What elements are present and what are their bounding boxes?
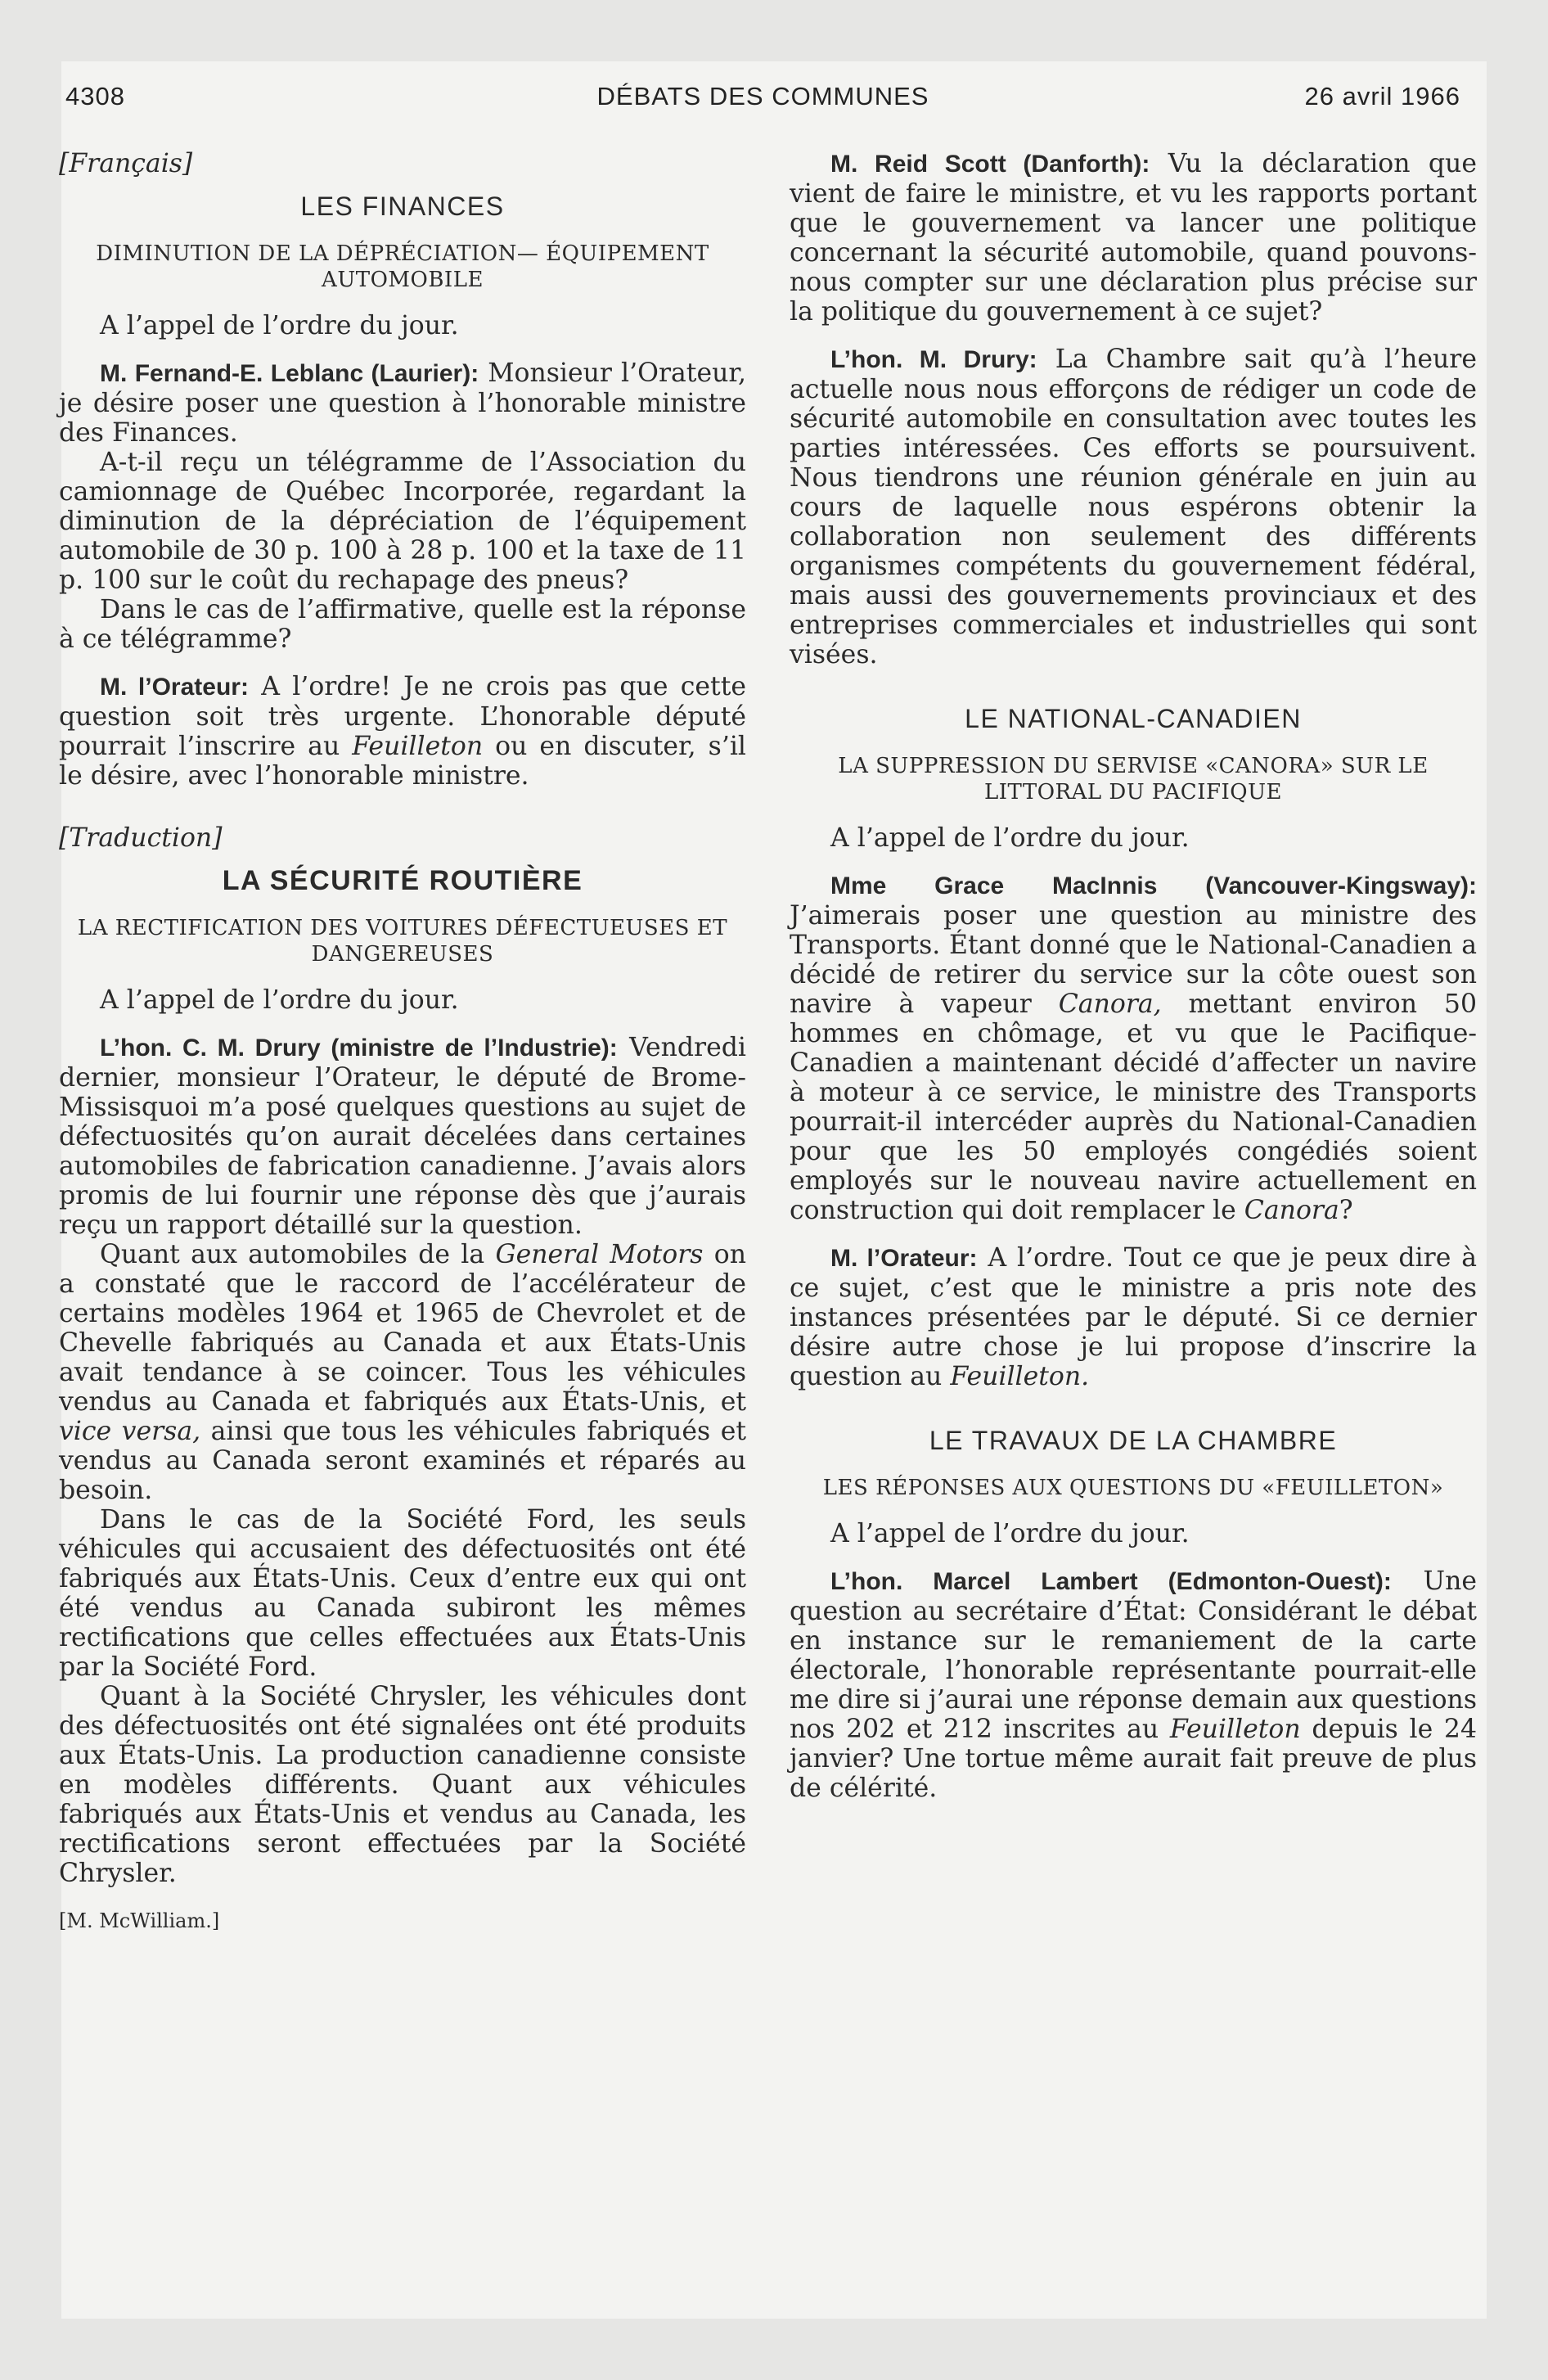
paragraph: A-t-il reçu un télégramme de l’Association du camionnage de Québec Incorporée, regardant la diminution de la dépréciation de l’équipement automobile de 30 p. 100 à 28 p. 100 et la taxe de 11 p. 100 sur le coût du rechapage des pneus? — [59, 448, 746, 595]
speaker-name: M. Reid Scott (Danforth): — [830, 151, 1150, 178]
speaker-name: M. l’Orateur: — [830, 1245, 978, 1272]
paragraph: L’hon. Marcel Lambert (Edmonton-Ouest): Une question au secrétaire d’État: Considérant le débat en instance sur le remaniement de la carte électorale, l’honorable représentante pourrait-elle me dire si j’aurai une réponse demain aux questions nos 202 et 212 inscrites au Feuilleton depuis le 24 janvier? Une tortue même aurait fait preuve de plus de célérité. — [790, 1566, 1478, 1803]
paragraph: Quant à la Société Chrysler, les véhicules dont des défectuosités ont été signalées ont été produits aux États-Unis. La production canadienne consiste en modèles différents. Quant aux véhicules fabriqués aux États-Unis et vendus au Canada, les rectifications seront effectuées par la Société Chrysler. — [59, 1682, 746, 1888]
subheading-feuilleton-answers: LES RÉPONSES AUX QUESTIONS DU «FEUILLETON» — [822, 1476, 1444, 1500]
section-heading-road-safety: LA SÉCURITÉ ROUTIÈRE — [222, 865, 583, 896]
language-marker: [Français] — [59, 149, 193, 178]
speaker-name: L’hon. Marcel Lambert (Edmonton-Ouest): — [830, 1568, 1392, 1595]
subheading-canora: LA SUPPRESSION DU SERVISE «CANORA» SUR LE LITTORAL DU PACIFIQUE — [838, 754, 1429, 805]
journal-title: DÉBATS DES COMMUNES — [596, 82, 929, 110]
right-column — [790, 149, 1477, 1803]
paragraph: M. l’Orateur: A l’ordre! Je ne crois pas que cette question soit très urgente. L’honorable député pourrait l’inscrire au Feuilleton ou en discuter, s’il le désire, avec l’honorable ministre. — [59, 672, 746, 791]
subheading-defective-vehicles: LA RECTIFICATION DES VOITURES DÉFECTUEUSES ET DANGEREUSES — [77, 916, 728, 967]
speaker-name: M. Fernand-E. Leblanc (Laurier): — [100, 360, 479, 387]
order-of-day-call: A l’appel de l’ordre du jour. — [100, 311, 459, 340]
paragraph: Dans le cas de l’affirmative, quelle est la réponse à ce télégramme? — [59, 595, 746, 654]
speaker-name: M. l’Orateur: — [100, 674, 249, 701]
running-head — [65, 82, 1460, 131]
paragraph: L’hon. M. Drury: La Chambre sait qu’à l’heure actuelle nous nous efforçons de rédiger un code de sécurité automobile en consultation avec toutes les parties intéressées. Ces efforts se poursuivent. Nous tiendrons une réunion générale en juin au cours de laquelle nous espérons obtenir la collaboration non seulement des différents organismes compétents du gouvernement fédéral, mais aussi des gouvernements provinciaux et des entreprises commerciales et industrielles qui sont visées. — [790, 345, 1478, 669]
speaker-name: L’hon. M. Drury: — [830, 346, 1037, 373]
sitting-date: 26 avril 1966 — [1304, 82, 1460, 110]
language-marker: [Traduction] — [59, 823, 223, 853]
paragraph: Mme Grace MacInnis (Vancouver-Kingsway): J’aimerais poser une question au ministre des Transports. Étant donné que le National-Canadien a décidé de retirer du service sur la côte ouest son navire à vapeur Canora, mettant environ 50 hommes en chômage, et vu que le Pacifique-Canadien a maintenant décidé d’affecter un navire à moteur à ce service, le ministre des Transports pourrait-il intercéder auprès du National-Canadien pour que les 50 employés congédiés soient employés sur le nouveau navire actuellement en construction qui doit remplacer le Canora? — [790, 872, 1477, 1225]
speaker-name: Mme Grace MacInnis (Vancouver-Kingsway): — [830, 872, 1477, 899]
paragraph: M. l’Orateur: A l’ordre. Tout ce que je peux dire à ce sujet, c’est que le ministre a pris note des instances présentées par le député. Si ce dernier désire autre chose je lui propose d’inscrire la question au Feuilleton. — [790, 1243, 1477, 1391]
paragraph: M. Reid Scott (Danforth): Vu la déclaration que vient de faire le ministre, et vu les rapports portant que le gouvernement va lancer une politique concernant la sécurité automobile, quand pouvons-nous compter sur une déclaration plus précise sur la politique du gouvernement à ce sujet? — [790, 149, 1477, 327]
order-of-day-call: A l’appel de l’ordre du jour. — [830, 823, 1190, 853]
column-footnote: [M. McWilliam.] — [59, 1909, 220, 1932]
section-heading-house-business: LE TRAVAUX DE LA CHAMBRE — [929, 1426, 1338, 1455]
paragraph: Quant aux automobiles de la General Motors on a constaté que le raccord de l’accélérateur de certains modèles 1964 et 1965 de Chevrolet et de Chevelle fabriqués au Canada et aux États-Unis avait tendance à se coincer. Tous les véhicules vendus au Canada et fabriqués aux États-Unis, et vice versa, ainsi que tous les véhicules fabriqués et vendus au Canada seront examinés et réparés au besoin. — [59, 1240, 746, 1505]
subheading-depreciation: DIMINUTION DE LA DÉPRÉCIATION— ÉQUIPEMENT AUTOMOBILE — [96, 241, 709, 292]
order-of-day-call: A l’appel de l’ordre du jour. — [100, 985, 459, 1015]
page-number: 4308 — [65, 82, 125, 110]
paragraph: L’hon. C. M. Drury (ministre de l’Industrie): Vendredi dernier, monsieur l’Orateur, le député de Brome-Missisquoi m’a posé quelques questions au sujet de défectuosités qu’on aurait décelées dans certaines automobiles de fabrication canadienne. J’avais alors promis de lui fournir une réponse dès que j’aurais reçu un rapport détaillé sur la question. — [59, 1033, 746, 1240]
paragraph: Dans le cas de la Société Ford, les seuls véhicules qui accusaient des défectuosités ont été fabriqués aux États-Unis. Ceux d’entre eux qui ont été vendus au Canada subiront les mêmes rectifications que celles effectuées aux États-Unis par la Société Ford. — [59, 1505, 746, 1682]
section-heading-finances: LES FINANCES — [300, 192, 505, 221]
left-column — [59, 149, 746, 1936]
paragraph: M. Fernand-E. Leblanc (Laurier): Monsieur l’Orateur, je désire poser une question à l’honorable ministre des Finances. — [59, 358, 746, 448]
section-heading-national-canadien: LE NATIONAL-CANADIEN — [965, 704, 1302, 733]
speaker-name: L’hon. C. M. Drury (ministre de l’Industrie): — [100, 1034, 618, 1062]
order-of-day-call: A l’appel de l’ordre du jour. — [830, 1519, 1190, 1548]
